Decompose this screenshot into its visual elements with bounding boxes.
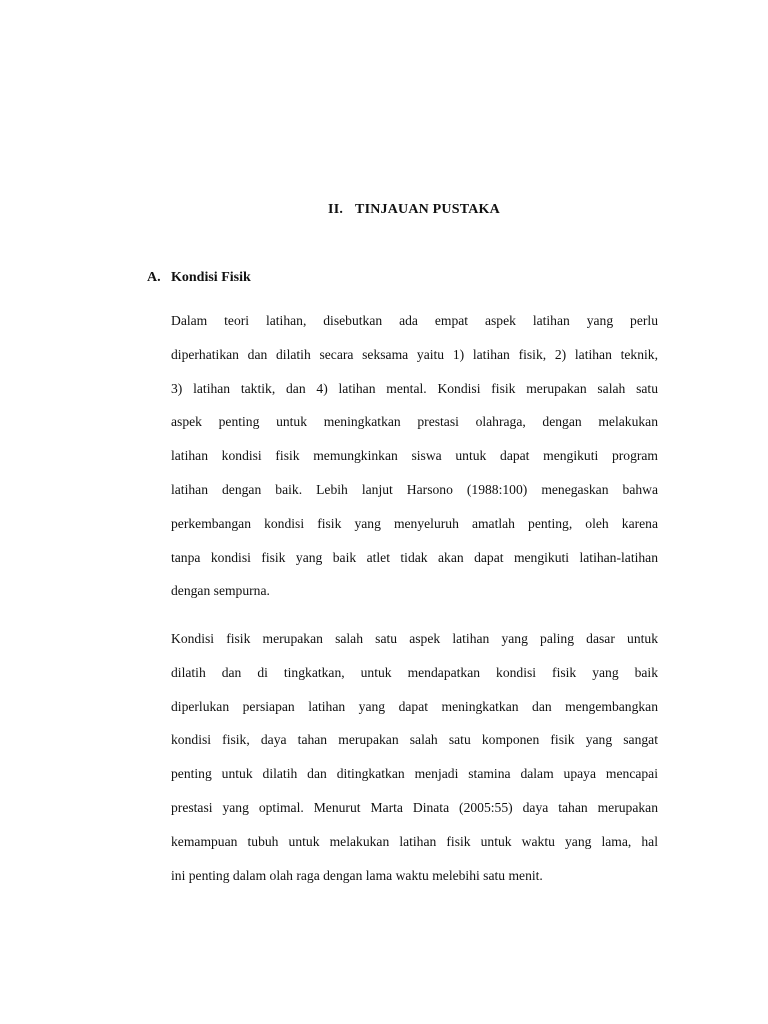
paragraph-line: tanpa kondisi fisik yang baik atlet tidak akan dapat mengikuti latihan-latihan <box>171 549 658 565</box>
paragraph-line: perkembangan kondisi fisik yang menyeluruh amatlah penting, oleh karena <box>171 515 658 531</box>
paragraph-line: dilatih dan di tingkatkan, untuk mendapatkan kondisi fisik yang baik <box>171 664 658 680</box>
chapter-title-text: TINJAUAN PUSTAKA <box>355 202 500 217</box>
chapter-title <box>0 202 768 218</box>
chapter-number: II. <box>328 202 344 217</box>
paragraph-line: 3) latihan taktik, dan 4) latihan mental. Kondisi fisik merupakan salah satu <box>171 380 658 396</box>
paragraph-line: latihan dengan baik. Lebih lanjut Harsono (1988:100) menegaskan bahwa <box>171 481 658 497</box>
paragraph-line: Kondisi fisik merupakan salah satu aspek latihan yang paling dasar untuk <box>171 631 658 646</box>
paragraph-2 <box>171 622 658 892</box>
paragraph-line: kemampuan tubuh untuk melakukan latihan fisik untuk waktu yang lama, hal <box>171 833 658 849</box>
paragraph-line: aspek penting untuk meningkatkan prestasi olahraga, dengan melakukan <box>171 414 658 430</box>
paragraph-line: penting untuk dilatih dan ditingkatkan menjadi stamina dalam upaya mencapai <box>171 766 658 782</box>
paragraph-line: latihan kondisi fisik memungkinkan siswa untuk dapat mengikuti program <box>171 448 658 464</box>
section-letter: A. <box>147 270 161 285</box>
paragraph-line: diperhatikan dan dilatih secara seksama yaitu 1) latihan fisik, 2) latihan teknik, <box>171 346 658 362</box>
paragraph-line: kondisi fisik, daya tahan merupakan salah satu komponen fisik yang sangat <box>171 732 658 748</box>
paragraph-1 <box>171 304 658 608</box>
section-heading <box>147 270 251 286</box>
paragraph-line: dengan sempurna. <box>171 583 270 599</box>
paragraph-line: diperlukan persiapan latihan yang dapat meningkatkan dan mengembangkan <box>171 698 658 714</box>
paragraph-line: ini penting dalam olah raga dengan lama waktu melebihi satu menit. <box>171 867 543 883</box>
paragraph-line: Dalam teori latihan, disebutkan ada empat aspek latihan yang perlu <box>171 313 658 328</box>
paragraph-line: prestasi yang optimal. Menurut Marta Dinata (2005:55) daya tahan merupakan <box>171 799 658 815</box>
section-title-text: Kondisi Fisik <box>171 270 251 285</box>
